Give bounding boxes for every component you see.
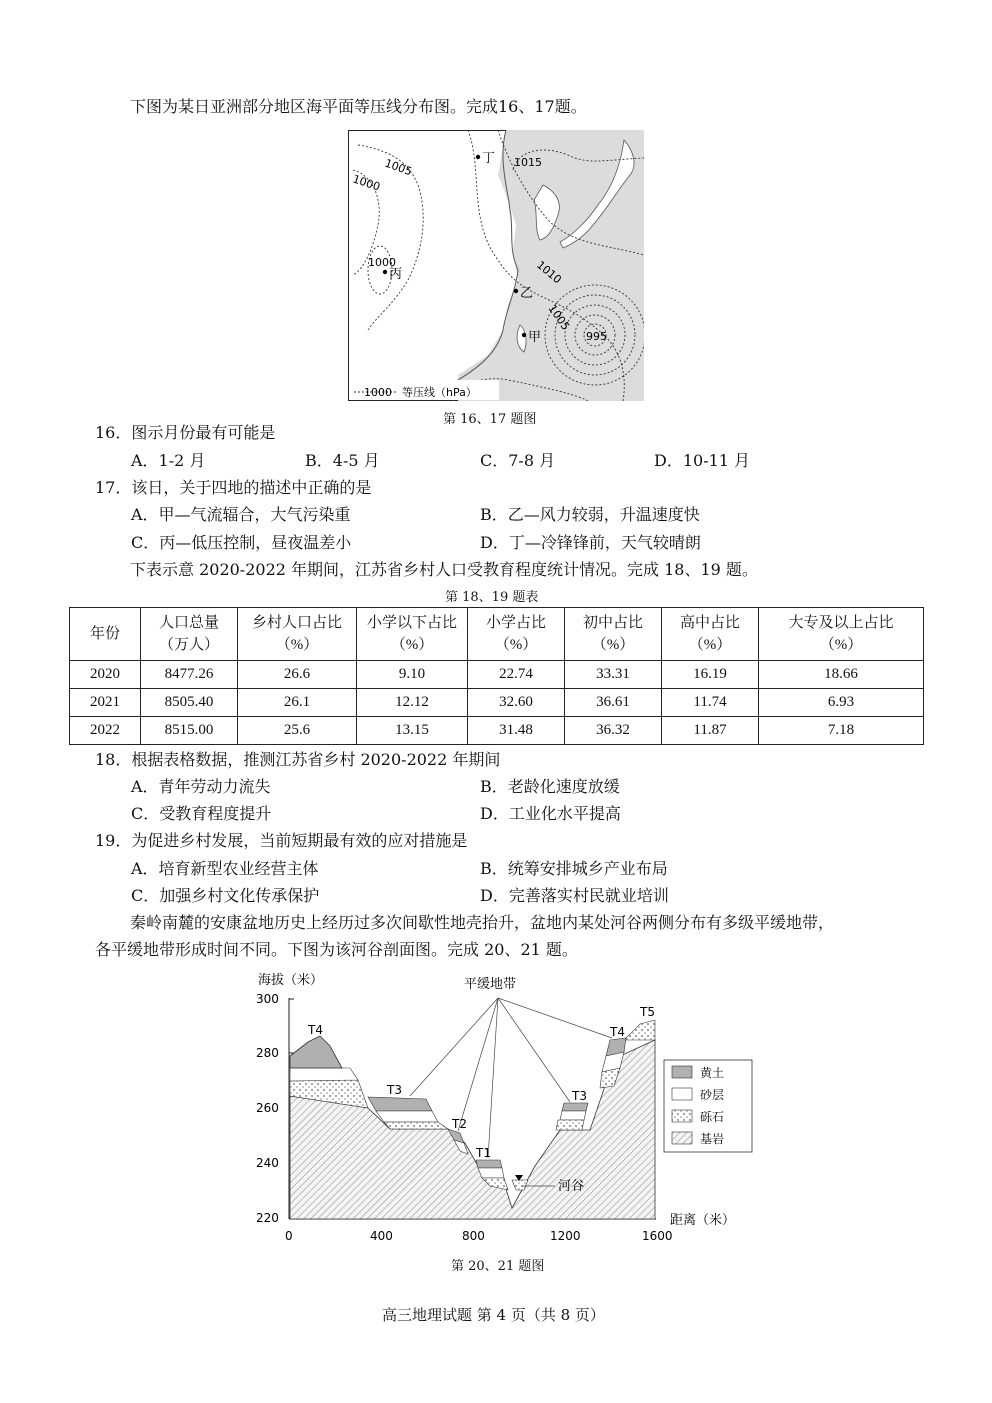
y-tick: 240 (256, 1156, 279, 1170)
header-year: 年份 (70, 608, 141, 661)
terrace-label: T4 (610, 1025, 625, 1039)
cell: 22.74 (468, 661, 565, 689)
table-row (70, 689, 924, 717)
q16-option-c[interactable]: C．7-8 月 (480, 451, 556, 470)
cell: 25.6 (238, 717, 357, 745)
header-junior: 初中占比 （%） (565, 608, 662, 661)
q18-stem: 18．根据表格数据，推测江苏省乡村 2020-2022 年期间 (95, 750, 501, 769)
valley-profile (250, 968, 770, 1248)
header-senior: 高中占比 （%） (662, 608, 759, 661)
isobar-label: 1000 (351, 172, 382, 194)
y-tick: 220 (256, 1211, 279, 1225)
terrace-label: T2 (452, 1117, 467, 1131)
q16-option-d[interactable]: D．10-11 月 (654, 451, 751, 470)
isobar-label: 1000 (368, 256, 396, 269)
cell: 36.61 (565, 689, 662, 717)
cell: 31.48 (468, 717, 565, 745)
y-tick: 300 (256, 992, 279, 1006)
cell: 33.31 (565, 661, 662, 689)
cell: 16.19 (662, 661, 759, 689)
education-table (69, 607, 924, 745)
terrace-label: T5 (640, 1005, 655, 1019)
legend-text: 等压线（hPa） (402, 386, 477, 399)
place-ding: 丁 (482, 151, 496, 166)
header-population: 人口总量 （万人） (141, 608, 238, 661)
legend-sand: 砂层 (700, 1088, 725, 1102)
place-jia: 甲 (528, 330, 542, 345)
q19-option-b[interactable]: B．统筹安排城乡产业布局 (480, 859, 668, 878)
profile-caption: 第 20、21 题图 (451, 1259, 545, 1274)
y-axis-label: 海拔（米） (258, 973, 324, 988)
annotation-label: 平缓地带 (464, 977, 517, 992)
isobar-label: 1015 (514, 156, 542, 169)
cell: 9.10 (357, 661, 468, 689)
table-caption: 第 18、19 题表 (445, 590, 539, 605)
cell: 18.66 (759, 661, 924, 689)
q17-stem: 17．该日，关于四地的描述中正确的是 (95, 478, 372, 497)
q19-stem: 19．为促进乡村发展，当前短期最有效的应对措施是 (95, 831, 468, 850)
isobar-label: 1005 (382, 156, 414, 179)
cell: 7.18 (759, 717, 924, 745)
q19-option-c[interactable]: C．加强乡村文化传承保护 (131, 886, 320, 905)
x-tick: 1200 (550, 1229, 581, 1243)
x-axis-label: 距离（米） (670, 1213, 736, 1228)
place-yi: 乙 (520, 286, 534, 301)
q19-option-d[interactable]: D．完善落实村民就业培训 (480, 886, 669, 905)
cell: 26.6 (238, 661, 357, 689)
cell: 13.15 (357, 717, 468, 745)
legend-value: 1000 (364, 386, 392, 399)
table-row (70, 717, 924, 745)
cell: 8505.40 (141, 689, 238, 717)
y-tick: 280 (256, 1046, 279, 1060)
isobar-label: 1005 (545, 302, 573, 333)
river-label: 河谷 (558, 1179, 585, 1194)
page-footer: 高三地理试题 第 4 页（共 8 页） (382, 1306, 605, 1324)
intro-20-21-line1: 秦岭南麓的安康盆地历史上经历过多次间歇性地壳抬升，盆地内某处河谷两侧分布有多级平缓地带， (130, 913, 835, 932)
intro-18-19: 下表示意 2020-2022 年期间，江苏省乡村人口受教育程度统计情况。完成 18、19 题。 (130, 560, 758, 579)
table-header-row (70, 608, 924, 661)
map-caption: 第 16、17 题图 (443, 412, 537, 427)
cell: 2022 (70, 717, 141, 745)
cell: 32.60 (468, 689, 565, 717)
place-bing: 丙 (389, 267, 403, 282)
terrace-label: T3 (572, 1089, 587, 1103)
isobar-label: 1010 (534, 258, 564, 287)
legend-gravel: 砾石 (700, 1110, 725, 1124)
cell: 8515.00 (141, 717, 238, 745)
terrace-label: T1 (476, 1146, 491, 1160)
q18-option-a[interactable]: A．青年劳动力流失 (131, 777, 271, 796)
legend-bedrock: 基岩 (700, 1132, 725, 1146)
intro-20-21-line2: 各平缓地带形成时间不同。下图为该河谷剖面图。完成 20、21 题。 (95, 940, 578, 959)
cell: 2020 (70, 661, 141, 689)
table-row (70, 661, 924, 689)
q19-option-a[interactable]: A．培育新型农业经营主体 (131, 859, 319, 878)
cell: 8477.26 (141, 661, 238, 689)
header-below-primary: 小学以下占比 （%） (357, 608, 468, 661)
cell: 36.32 (565, 717, 662, 745)
cell: 11.74 (662, 689, 759, 717)
q18-option-d[interactable]: D．工业化水平提高 (480, 804, 621, 823)
q16-option-b[interactable]: B．4-5 月 (305, 451, 380, 470)
x-tick: 800 (462, 1229, 485, 1243)
q17-option-b[interactable]: B．乙—风力较弱，升温速度快 (480, 505, 700, 524)
cell: 26.1 (238, 689, 357, 717)
x-tick: 0 (285, 1229, 293, 1243)
terrace-label: T3 (387, 1083, 402, 1097)
header-college: 大专及以上占比 （%） (759, 608, 924, 661)
intro-16-17: 下图为某日亚洲部分地区海平面等压线分布图。完成16、17题。 (130, 97, 587, 116)
q16-option-a[interactable]: A．1-2 月 (131, 451, 206, 470)
x-tick: 400 (370, 1229, 393, 1243)
x-tick: 1600 (642, 1229, 673, 1243)
cell: 12.12 (357, 689, 468, 717)
q18-option-c[interactable]: C．受教育程度提升 (131, 804, 272, 823)
isobar-map (348, 130, 644, 401)
terrace-label: T4 (308, 1023, 323, 1037)
header-rural-share: 乡村人口占比 （%） (238, 608, 357, 661)
legend-loess: 黄土 (700, 1066, 725, 1080)
cell: 2021 (70, 689, 141, 717)
q16-stem: 16．图示月份最有可能是 (95, 423, 276, 442)
q17-option-a[interactable]: A．甲—气流辐合，大气污染重 (131, 505, 351, 524)
header-primary: 小学占比 （%） (468, 608, 565, 661)
cell: 6.93 (759, 689, 924, 717)
isobar-label: 995 (586, 330, 607, 343)
q18-option-b[interactable]: B．老龄化速度放缓 (480, 777, 620, 796)
y-tick: 260 (256, 1101, 279, 1115)
q17-option-d[interactable]: D．丁—冷锋锋前，天气较晴朗 (480, 533, 701, 552)
q17-option-c[interactable]: C．丙—低压控制，昼夜温差小 (131, 533, 352, 552)
cell: 11.87 (662, 717, 759, 745)
